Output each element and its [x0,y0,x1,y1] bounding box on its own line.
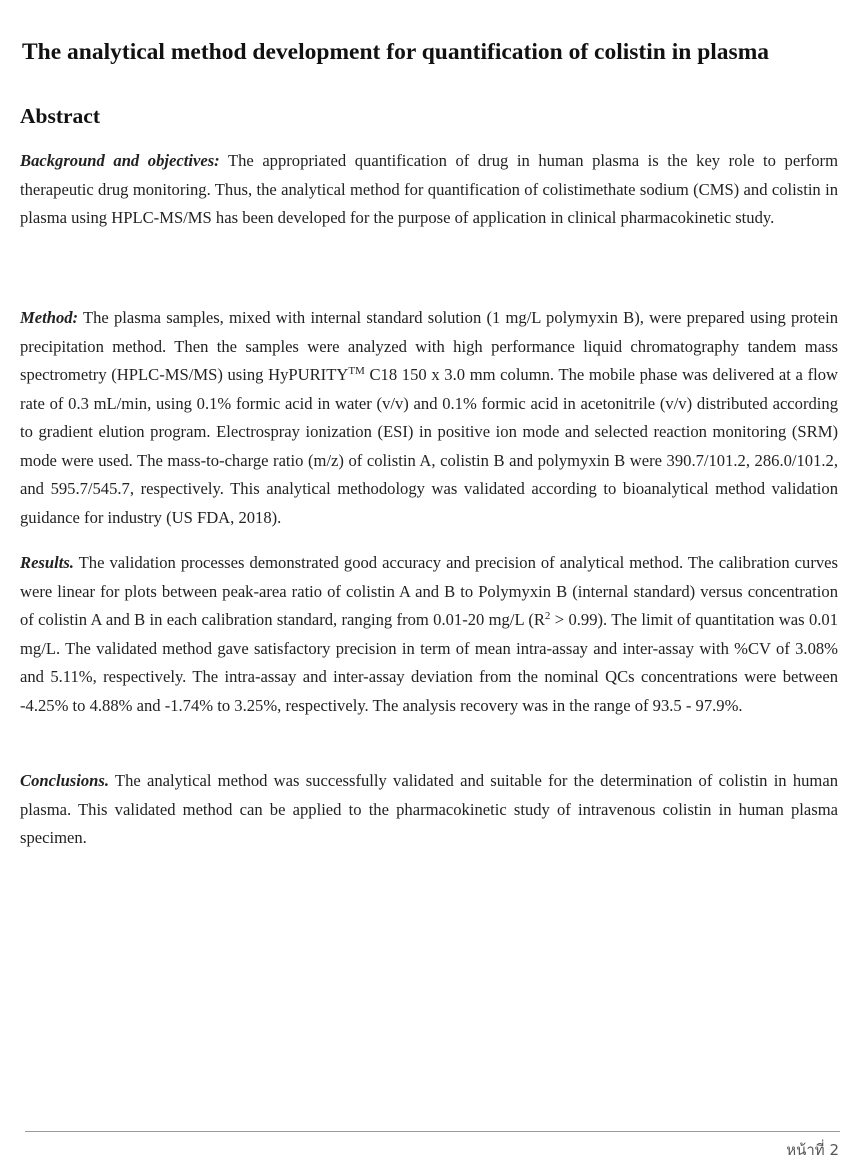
method-paragraph [20,304,838,532]
footer-divider [25,1131,840,1132]
method-text-part1: The plasma samples, mixed with internal standard solution (1 mg/L polymyxin B), were prepared using protein precipitation method. Then the samples were analyzed with high performance liquid chromatography tandem mass spectrometry (HPLC-MS/MS) using HyPURITY [20,308,838,384]
background-text: The appropriated quantification of drug in human plasma is the key role to perform therapeutic drug monitoring. Thus, the analytical method for quantification of colistimethate sodium (CMS) and colistin in plasma using HPLC-MS/MS has been developed for the purpose of application in clinical pharmacokinetic study. [20,151,838,227]
r-squared-superscript: 2 [544,610,551,622]
conclusions-paragraph [20,767,838,853]
method-text-part2: C18 150 x 3.0 mm column. The mobile phase was delivered at a flow rate of 0.3 mL/min, using 0.1% formic acid in water (v/v) and 0.1% formic acid in acetonitrile (v/v) distributed according to gradient elution program. Electrospray ionization (ESI) in positive ion mode and selected reaction monitoring (SRM) mode were used. The mass-to-charge ratio (m/z) of colistin A, colistin B and polymyxin B were 390.7/101.2, 286.0/101.2, and 595.7/545.7, respectively. This analytical methodology was validated according to bioanalytical method validation guidance for industry (US FDA, 2018). [20,365,838,527]
background-label: Background and objectives: [20,151,220,170]
paper-title: The analytical method development for quantification of colistin in plasma [22,39,770,65]
method-label: Method: [20,308,79,327]
conclusions-label: Conclusions. [20,771,109,790]
background-paragraph [20,147,838,233]
conclusions-text: The analytical method was successfully validated and suitable for the determination of colistin in human plasma. This validated method can be applied to the pharmacokinetic study of intravenous colistin in human plasma specimen. [20,771,838,847]
results-paragraph [20,549,838,720]
trademark-superscript: TM [348,365,365,377]
page-number: หน้าที่ 2 [786,1141,839,1159]
results-text-part2: > 0.99). The limit of quantitation was 0.01 mg/L. The validated method gave satisfactory precision in term of mean intra-assay and inter-assay with %CV of 3.08% and 5.11%, respectively. The intra-assay and inter-assay deviation from the nominal QCs concentrations were between -4.25% to 4.88% and -1.74% to 3.25%, respectively. The analysis recovery was in the range of 93.5 - 97.9%. [20,610,838,715]
abstract-heading: Abstract [20,104,101,128]
results-text-part1: The validation processes demonstrated good accuracy and precision of analytical method. The calibration curves were linear for plots between peak-area ratio of colistin A and B to Polymyxin B (internal standard) versus concentration of colistin A and B in each calibration standard, ranging from 0.01-20 mg/L (R [20,553,838,629]
results-label: Results. [20,553,74,572]
